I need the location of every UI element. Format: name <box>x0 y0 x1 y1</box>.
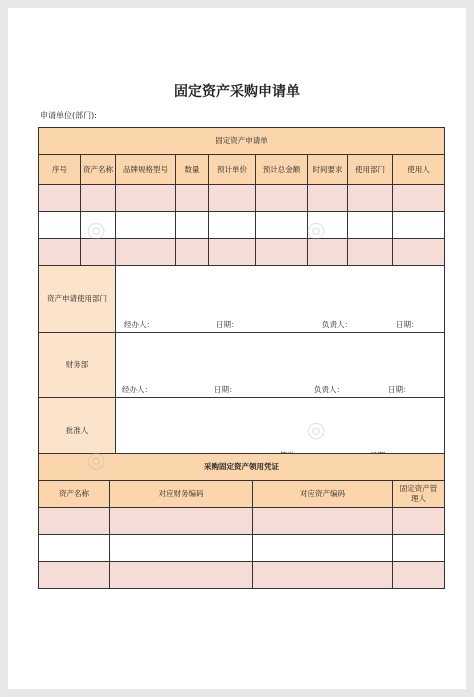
col-header: 对应财务编码 <box>110 481 253 508</box>
table-row <box>39 185 445 212</box>
col-header: 时间要求 <box>308 155 348 185</box>
section-label: 资产申请使用部门 <box>39 266 116 333</box>
responsible-label: 负责人： <box>322 320 352 329</box>
col-header: 序号 <box>39 155 81 185</box>
col-header: 预计单价 <box>209 155 256 185</box>
col-header: 资产名称 <box>81 155 116 185</box>
asset-request-table <box>38 127 445 464</box>
handler-label: 经办人： <box>122 385 152 394</box>
col-header: 数量 <box>176 155 209 185</box>
col-header: 使用部门 <box>348 155 393 185</box>
col-header: 使用人 <box>393 155 445 185</box>
table-row <box>39 239 445 266</box>
col-header: 对应资产编码 <box>253 481 393 508</box>
document-sheet <box>8 8 466 689</box>
responsible-label: 负责人： <box>314 385 344 394</box>
table-row <box>39 508 445 535</box>
section-title: 固定资产申请单 <box>39 128 445 155</box>
col-header: 品牌规格型号 <box>116 155 176 185</box>
col-header: 预计总金额 <box>256 155 308 185</box>
date-label: 日期： <box>216 320 239 329</box>
watermark-mark: ◎ <box>300 214 331 247</box>
col-header: 固定资产管理人 <box>393 481 445 508</box>
watermark-mark: ◎ <box>300 414 331 447</box>
col-header: 资产名称 <box>39 481 110 508</box>
approval-cell[interactable] <box>116 266 445 333</box>
watermark-mark: ◎ <box>80 214 111 247</box>
date-label: 日期： <box>214 385 237 394</box>
asset-receipt-table <box>38 453 445 589</box>
watermark-mark: ◎ <box>80 444 111 477</box>
section-title: 采购固定资产领用凭证 <box>39 454 445 481</box>
date-label: 日期： <box>388 385 411 394</box>
handler-label: 经办人： <box>124 320 154 329</box>
table-row <box>39 212 445 239</box>
table-row <box>39 562 445 589</box>
approval-cell[interactable] <box>116 333 445 398</box>
page-title: 固定资产采购申请单 <box>174 84 300 100</box>
table-row <box>39 535 445 562</box>
section-label: 财务部 <box>39 333 116 398</box>
department-label: 申请单位(部门): <box>40 111 97 120</box>
date-label: 日期： <box>396 320 419 329</box>
section-label: 批准人 <box>39 398 116 464</box>
